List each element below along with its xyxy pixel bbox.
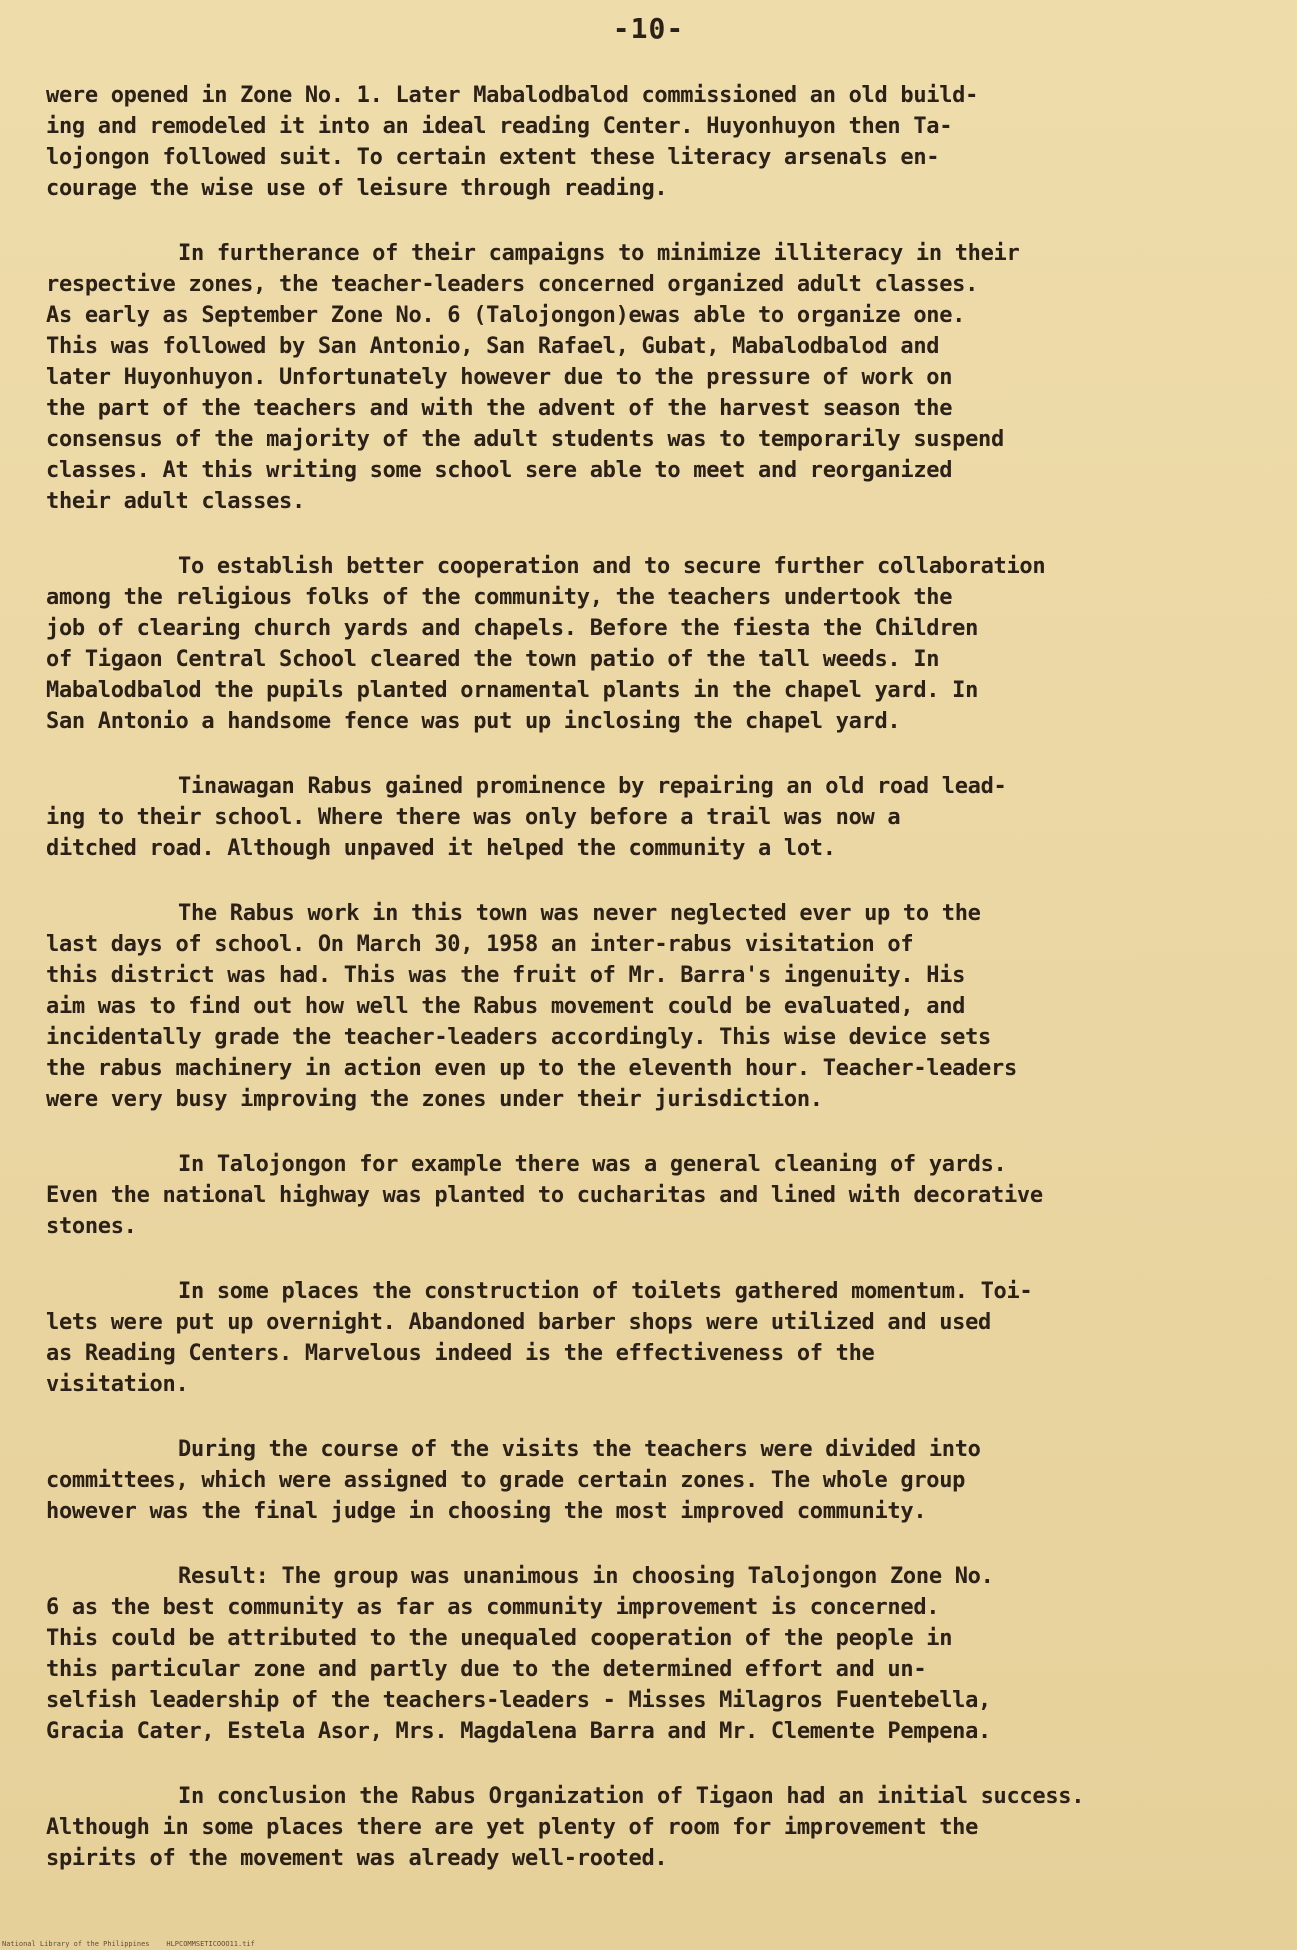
paragraph xyxy=(46,1149,1261,1242)
paragraph xyxy=(46,551,1261,737)
paragraph xyxy=(46,1276,1261,1400)
text-line: consensus of the majority of the adult students was to temporarily suspend xyxy=(46,427,1004,452)
text-line: Gracia Cater, Estela Asor, Mrs. Magdalena Barra and Mr. Clemente Pempena. xyxy=(46,1719,991,1744)
text-line: In some places the construction of toilets gathered momentum. Toi- xyxy=(178,1279,1033,1304)
text-line: of Tigaon Central School cleared the town patio of the tall weeds. In xyxy=(46,647,940,672)
text-line: the part of the teachers and with the advent of the harvest season the xyxy=(46,396,953,421)
paragraph xyxy=(46,1434,1261,1527)
text-line: The Rabus work in this town was never neglected ever up to the xyxy=(178,901,981,926)
paragraph xyxy=(46,771,1261,864)
text-line: This could be attributed to the unequaled cooperation of the people in xyxy=(46,1626,953,1651)
text-line: however was the final judge in choosing the most improved community. xyxy=(46,1499,927,1524)
text-line: Mabalodbalod the pupils planted ornamental plants in the chapel yard. In xyxy=(46,678,979,703)
text-line: visitation. xyxy=(46,1372,189,1397)
text-line: spirits of the movement was already well-rooted. xyxy=(46,1846,668,1871)
text-line: last days of school. On March 30, 1958 an inter-rabus visitation of xyxy=(46,932,914,957)
text-line: this particular zone and partly due to the determined effort and un- xyxy=(46,1657,927,1682)
text-line: were very busy improving the zones under their jurisdiction. xyxy=(46,1087,823,1112)
text-line: In Talojongon for example there was a general cleaning of yards. xyxy=(178,1152,1007,1177)
paragraph xyxy=(46,80,1261,204)
text-line: this district was had. This was the fruit of Mr. Barra's ingenuity. His xyxy=(46,963,966,988)
text-line: were opened in Zone No. 1. Later Mabalodbalod commissioned an old build- xyxy=(46,83,979,108)
text-line: lojongon followed suit. To certain extent these literacy arsenals en- xyxy=(46,145,940,170)
text-line: ditched road. Although unpaved it helped the community a lot. xyxy=(46,836,836,861)
paragraph xyxy=(46,1561,1261,1747)
text-line: Result: The group was unanimous in choosing Talojongon Zone No. xyxy=(178,1564,994,1589)
text-line: Tinawagan Rabus gained prominence by repairing an old road lead- xyxy=(178,774,1007,799)
text-line: later Huyonhuyon. Unfortunately however due to the pressure of work on xyxy=(46,365,953,390)
body-text xyxy=(46,80,1261,1908)
text-line: 6 as the best community as far as community improvement is concerned. xyxy=(46,1595,940,1620)
paragraph xyxy=(46,1781,1261,1874)
text-line: incidentally grade the teacher-leaders accordingly. This wise device sets xyxy=(46,1025,991,1050)
text-line: committees, which were assigned to grade certain zones. The whole group xyxy=(46,1468,966,1493)
text-line: ing and remodeled it into an ideal reading Center. Huyonhuyon then Ta- xyxy=(46,114,953,139)
text-line: As early as September Zone No. 6 (Talojongon)ewas able to organize one. xyxy=(46,303,966,328)
text-line: respective zones, the teacher-leaders concerned organized adult classes. xyxy=(46,272,979,297)
text-line: selfish leadership of the teachers-leaders - Misses Milagros Fuentebella, xyxy=(46,1688,991,1713)
text-line: This was followed by San Antonio, San Rafael, Gubat, Mabalodbalod and xyxy=(46,334,940,359)
text-line: courage the wise use of leisure through reading. xyxy=(46,176,668,201)
text-line: Even the national highway was planted to cucharitas and lined with decorative xyxy=(46,1183,1043,1208)
text-line: the rabus machinery in action even up to the eleventh hour. Teacher-leaders xyxy=(46,1056,1017,1081)
text-line: During the course of the visits the teachers were divided into xyxy=(178,1437,981,1462)
text-line: Although in some places there are yet plenty of room for improvement the xyxy=(46,1815,979,1840)
text-line: among the religious folks of the community, the teachers undertook the xyxy=(46,585,953,610)
text-line: ing to their school. Where there was only before a trail was now a xyxy=(46,805,901,830)
text-line: San Antonio a handsome fence was put up inclosing the chapel yard. xyxy=(46,709,901,734)
text-line: stones. xyxy=(46,1214,137,1239)
page-number: -10- xyxy=(612,12,685,45)
text-line: classes. At this writing some school sere able to meet and reorganized xyxy=(46,458,953,483)
text-line: as Reading Centers. Marvelous indeed is the effectiveness of the xyxy=(46,1341,875,1366)
text-line: job of clearing church yards and chapels. Before the fiesta the Children xyxy=(46,616,979,641)
archive-footer: National Library of the Philippines HLPCOMMSETICOOO11.tif xyxy=(2,1940,255,1948)
text-line: lets were put up overnight. Abandoned barber shops were utilized and used xyxy=(46,1310,991,1335)
text-line: their adult classes. xyxy=(46,489,305,514)
paragraph xyxy=(46,898,1261,1115)
text-line: aim was to find out how well the Rabus movement could be evaluated, and xyxy=(46,994,966,1019)
text-line: To establish better cooperation and to secure further collaboration xyxy=(178,554,1046,579)
paragraph xyxy=(46,238,1261,517)
text-line: In furtherance of their campaigns to minimize illiteracy in their xyxy=(178,241,1020,266)
text-line: In conclusion the Rabus Organization of Tigaon had an initial success. xyxy=(178,1784,1085,1809)
